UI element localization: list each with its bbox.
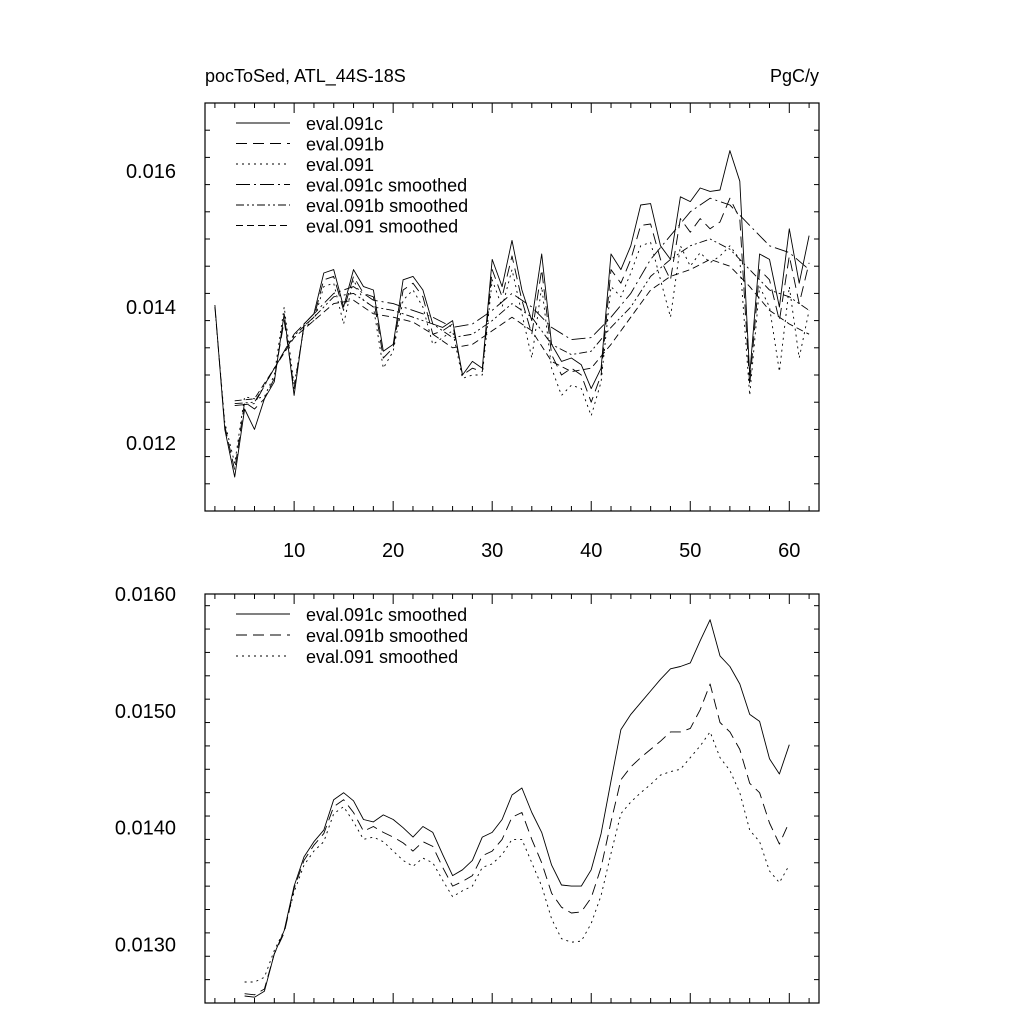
legend-label: eval.091b smoothed	[306, 626, 469, 646]
series-line	[235, 259, 809, 400]
legend-label: eval.091b smoothed	[306, 196, 469, 216]
series-line	[215, 198, 809, 470]
legend-label: eval.091b	[306, 134, 385, 155]
y-tick-label: 0.012	[125, 433, 176, 455]
y-tick-label: 0.014	[125, 297, 176, 319]
y-tick-label: 0.0140	[114, 817, 176, 840]
legend-label: eval.091 smoothed	[306, 216, 459, 237]
plot-frame	[205, 594, 819, 1003]
series-line	[215, 242, 809, 463]
y-tick-label: 0.016	[125, 161, 176, 183]
legend-label: eval.091c smoothed	[306, 175, 468, 196]
x-tick-label: 40	[580, 540, 603, 562]
series-line	[245, 732, 790, 982]
chart-title: pocToSed, ATL_44S-18S	[205, 66, 406, 86]
x-tick-label: 10	[283, 540, 306, 562]
bottom-panel	[115, 584, 819, 1003]
x-tick-label: 20	[382, 540, 405, 562]
y-tick-label: 0.0130	[114, 934, 176, 957]
series-line	[235, 239, 809, 404]
legend-label: eval.091 smoothed	[306, 647, 459, 667]
x-tick-label: 30	[481, 540, 504, 562]
y-tick-label: 0.0160	[114, 584, 176, 606]
series-line	[245, 684, 790, 995]
y-tick-label: 0.0150	[114, 700, 176, 723]
chart-units: PgC/y	[769, 66, 819, 86]
legend-label: eval.091	[306, 155, 375, 175]
series-line	[215, 151, 809, 477]
legend-label: eval.091c smoothed	[306, 605, 468, 625]
legend-label: eval.091c	[306, 114, 384, 134]
top-panel	[126, 103, 819, 562]
series-line	[245, 620, 790, 998]
x-tick-label: 50	[679, 540, 702, 562]
x-tick-label: 60	[778, 540, 801, 562]
